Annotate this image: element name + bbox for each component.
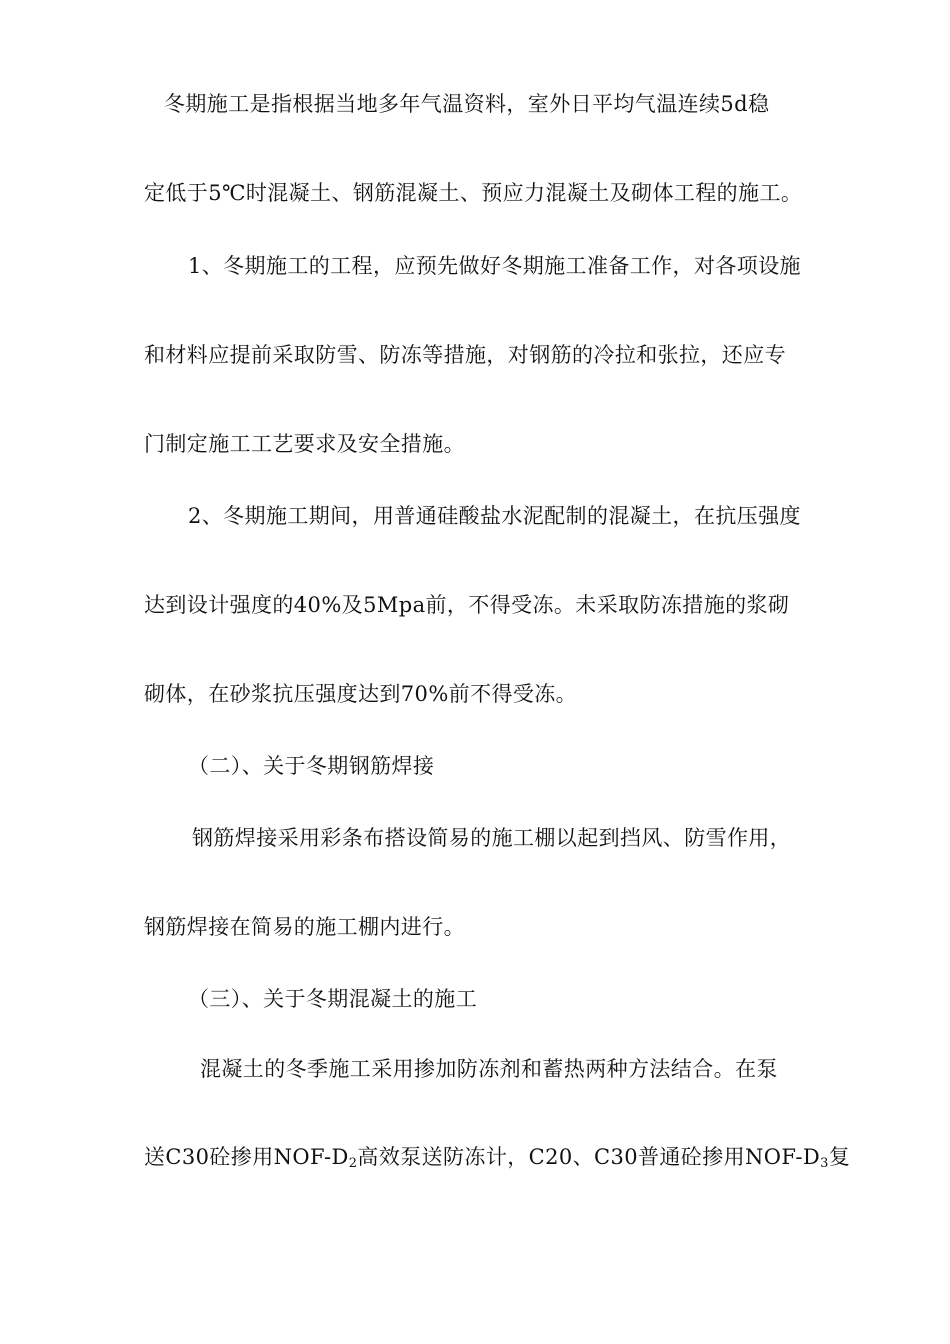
paragraph-line: 1、冬期施工的工程，应预先做好冬期施工准备工作，对各项设施	[188, 254, 801, 278]
subscript: 2	[348, 1156, 358, 1171]
subscript: 3	[820, 1156, 829, 1171]
paragraph-line	[144, 1141, 850, 1171]
paragraph-line: 和材料应提前采取防雪、防冻等措施，对钢筋的冷拉和张拉，还应专	[144, 343, 786, 367]
paragraph-line: 混凝土的冬季施工采用掺加防冻剂和蓄热两种方法结合。在泵	[200, 1057, 778, 1081]
paragraph-line: 门制定施工工艺要求及安全措施。	[144, 432, 465, 456]
paragraph-line: 定低于5℃时混凝土、钢筋混凝土、预应力混凝土及砌体工程的施工。	[144, 181, 803, 205]
paragraph-line: 冬期施工是指根据当地多年气温资料，室外日平均气温连续5d稳	[164, 92, 770, 116]
line-text: 复	[828, 1145, 851, 1169]
line-text: 高效泵送防冻计，C20、C30普通砼掺用NOF-D	[357, 1145, 821, 1169]
paragraph-line: 达到设计强度的40%及5Mpa前，不得受冻。未采取防冻措施的浆砌	[144, 593, 790, 617]
paragraph-line: 钢筋焊接在简易的施工棚内进行。	[144, 915, 465, 939]
paragraph-line: 砌体，在砂浆抗压强度达到70%前不得受冻。	[144, 682, 578, 706]
line-text: 送C30砼掺用NOF-D	[144, 1145, 349, 1169]
paragraph-line: 钢筋焊接采用彩条布搭设简易的施工棚以起到挡风、防雪作用，	[192, 826, 792, 850]
section-heading: （二）、关于冬期钢筋焊接	[188, 754, 435, 778]
paragraph-line: 2、冬期施工期间，用普通硅酸盐水泥配制的混凝土，在抗压强度	[188, 504, 801, 528]
section-heading: （三）、关于冬期混凝土的施工	[188, 987, 478, 1011]
